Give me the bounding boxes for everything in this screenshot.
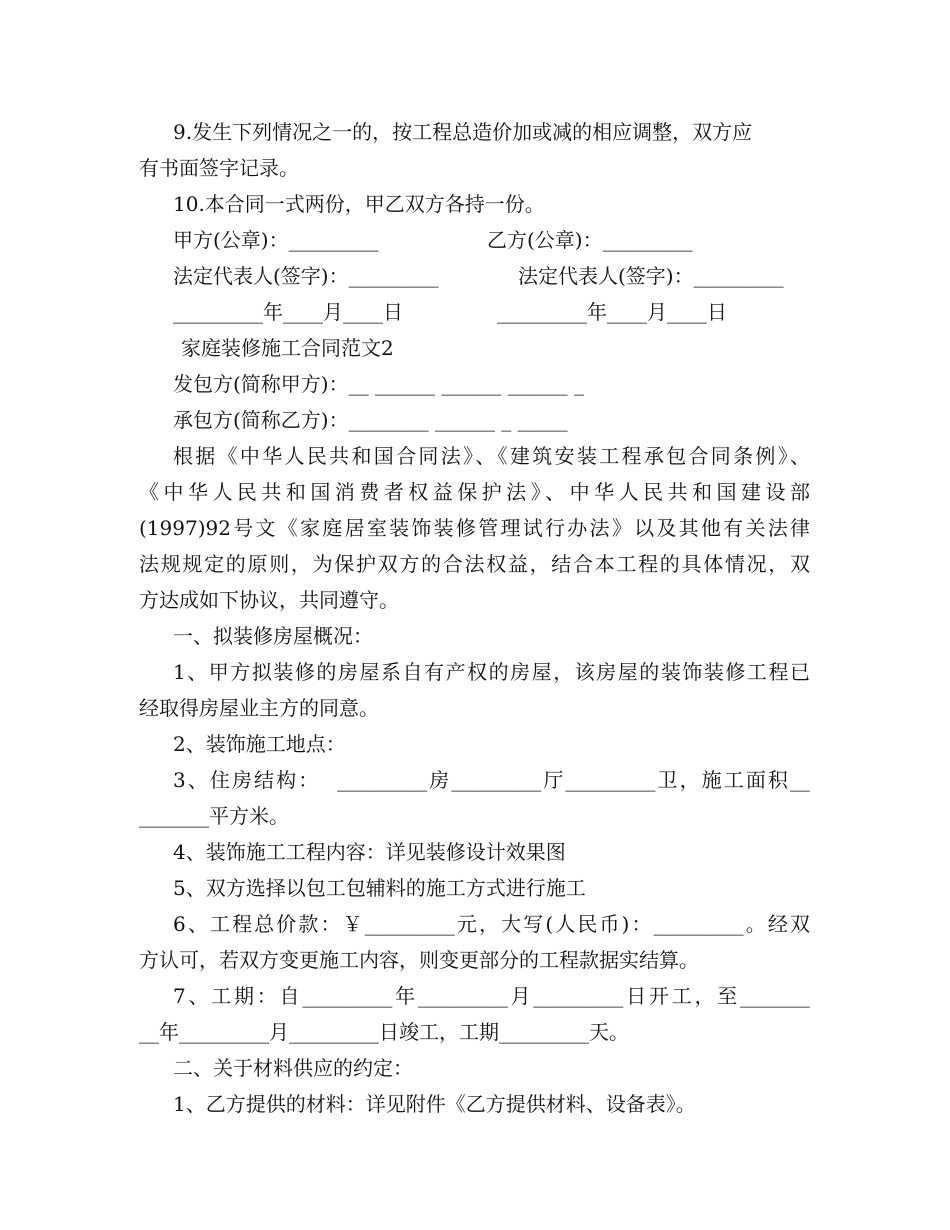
text-line: 7、工期：自_________年_________月_________日开工，至_______ <box>173 984 810 1008</box>
text-line: (1997)92号文《家庭居室装饰装修管理试行办法》以及其他有关法律 <box>139 516 810 540</box>
text-line: 法规规定的原则，为保护双方的合法权益，结合本工程的具体情况，双 <box>139 552 810 576</box>
text-line: 9.发生下列情况之一的，按工程总造价加或减的相应调整，双方应 <box>173 120 753 144</box>
text-line: 承包方(简称乙方)：________ ______ _ _____ <box>173 408 568 432</box>
text-line: 乙方(公章)：_________ <box>487 228 693 252</box>
text-line: 5、双方选择以包工包辅料的施工方式进行施工 <box>173 876 586 900</box>
text-line: 4、装饰施工工程内容：详见装修设计效果图 <box>173 840 566 864</box>
text-line: _________年____月____日 <box>497 300 727 324</box>
text-line: _______平方米。 <box>139 804 289 828</box>
text-line: 甲方(公章)：_________ <box>173 228 379 252</box>
text-line: _________年____月____日 <box>173 300 403 324</box>
text-line: 方认可，若双方变更施工内容，则变更部分的工程款据实结算。 <box>139 948 699 972</box>
text-line: 根据《中华人民共和国合同法》、《建筑安装工程承包合同条例》、 <box>173 444 810 468</box>
text-line: __年_________月_________日竣工，工期_________天。 <box>139 1020 629 1044</box>
text-line: 6、工程总价款：￥_________元，大写(人民币)：_________。经双 <box>173 912 810 936</box>
text-line: 2、装饰施工地点： <box>173 732 346 756</box>
text-line: 有书面签字记录。 <box>139 156 299 180</box>
section-heading: 家庭装修施工合同范文2 <box>181 336 394 360</box>
text-line: 法定代表人(签字)：_________ <box>173 264 439 288</box>
text-line: 1、甲方拟装修的房屋系自有产权的房屋，该房屋的装饰装修工程已 <box>173 660 810 684</box>
text-line: 法定代表人(签字)：_________ <box>518 264 784 288</box>
text-line: 经取得房屋业主方的同意。 <box>139 696 379 720</box>
section-heading: 一、拟装修房屋概况： <box>173 624 373 648</box>
text-line: 方达成如下协议，共同遵守。 <box>139 588 399 612</box>
text-line: 发包方(简称甲方)：__ ______ ______ ______ _ <box>173 372 585 396</box>
text-line: 1、乙方提供的材料：详见附件《乙方提供材料、设备表》。 <box>173 1092 696 1116</box>
text-line: 《中华人民共和国消费者权益保护法》、中华人民共和国建设部 <box>139 480 810 504</box>
section-heading: 二、关于材料供应的约定： <box>173 1056 413 1080</box>
text-line: 3、住房结构： _________房_________厅_________卫，施工面积__ <box>173 768 810 792</box>
text-line: 10.本合同一式两份，甲乙双方各持一份。 <box>173 192 545 216</box>
